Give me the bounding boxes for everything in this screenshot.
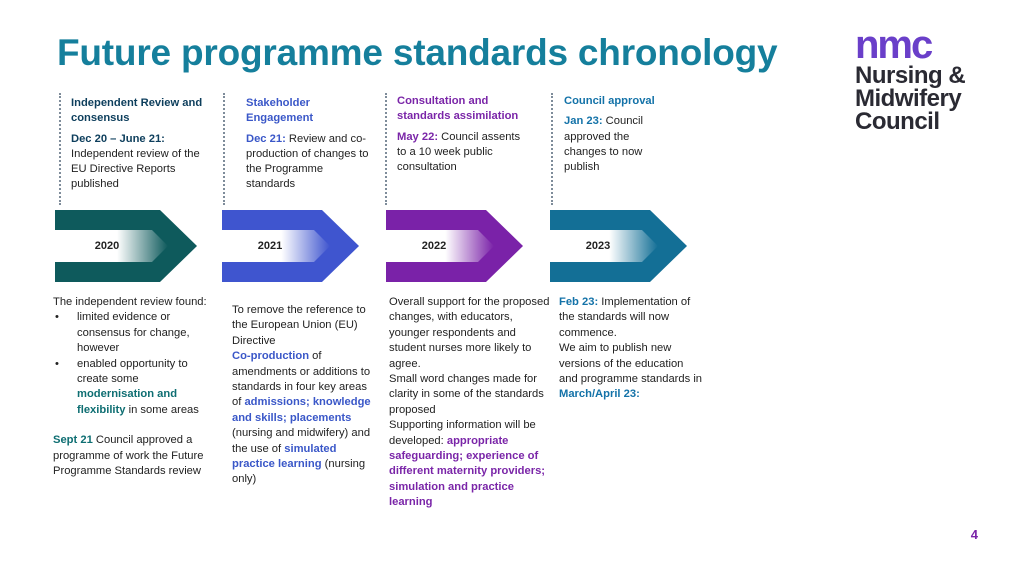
timeline-arrows [0,208,1024,288]
review-bullet-2: • enabled opportunity to create some modernisation and flexibility in some areas [53,357,218,419]
column-2020-details [53,295,218,479]
column-2021-details [232,303,378,488]
word-changes: Small word changes made for clarity in some of the standards proposed [389,373,544,416]
review-bullet-1: • limited evidence or consensus for change, however [53,310,218,356]
page-title: Future programme standards chronology [57,32,778,73]
co-production-note: Co-production of amendments or additions to standards in four key areas of admissions; knowledge and skills; placements (nursing and midwifery) and the use of simulated practice learning (nursing only) [232,350,371,486]
divider-4 [551,93,553,205]
logo-line-3: Council [855,108,940,135]
column-heading: Consultation and standards assimilation [397,95,519,123]
supporting-information: Supporting information will be developed: appropriate safeguarding; experience of different maternity providers; simulation and practice learning [389,419,546,509]
logo-line-1: Nursing & [855,62,966,89]
column-heading: Council approval [564,95,655,107]
consultation-support: Overall support for the proposed changes, with educators, younger respondents and student nurses more likely to agree. [389,296,550,370]
nmc-logo-mark [855,30,967,62]
column-2022-top [397,94,527,175]
eu-directive-note: To remove the reference to the European Union (EU) Directive [232,304,366,347]
column-heading: Stakeholder Engagement [246,97,314,125]
column-2023-details [559,295,704,403]
column-date: Dec 21: [246,132,286,145]
logo-line-2: Midwifery [855,85,962,112]
column-text: Review and co-production of changes to the Programme standards [246,132,369,191]
nmc-logo [855,30,990,133]
divider-1 [59,93,61,205]
column-2021-top [246,96,371,193]
divider-2 [223,93,225,205]
year-2020: 2020 [94,240,120,252]
review-intro: The independent review found: [53,296,207,308]
column-2022-details [389,295,551,511]
column-heading: Independent Review and consensus [71,97,203,125]
column-date: Dec 20 – June 21: [71,132,165,145]
sept-21-note: Sept 21 Council approved a programme of work the Future Programme Standards review [53,434,204,478]
column-text: Council assents to a 10 week public consultation [397,130,521,174]
column-text: Council approved the changes to now publish [564,115,643,174]
year-2023: 2023 [585,240,611,252]
divider-3 [385,93,387,205]
year-2022: 2022 [421,240,447,252]
implementation-note: Feb 23: Implementation of the standards will now commence. [559,296,691,339]
column-text: Independent review of the EU Directive Reports published [71,147,200,191]
year-2021: 2021 [257,240,283,252]
column-date: Jan 23: [564,115,603,128]
publish-note: We aim to publish new versions of the education and programme standards in March/April 23: [559,342,703,401]
svg-text:nmc: nmc [855,30,932,62]
column-2020-top [71,96,216,193]
column-2023-top [564,94,659,175]
page-number: 4 [970,527,978,542]
column-date: May 22: [397,130,439,143]
